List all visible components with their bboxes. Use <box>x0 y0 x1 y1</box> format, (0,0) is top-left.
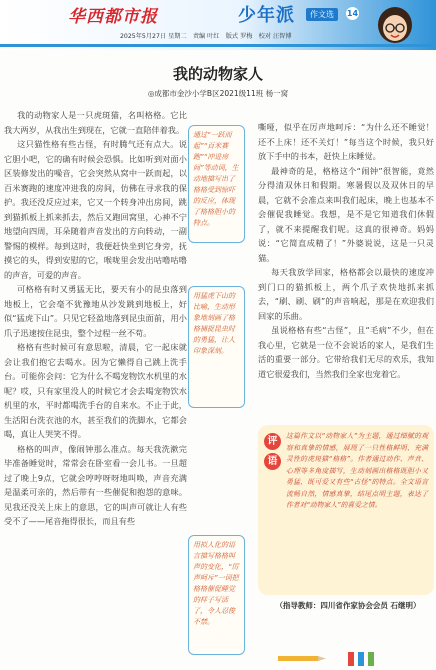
newspaper-name: 华西都市报 <box>68 7 158 27</box>
girl-illustration-icon <box>372 3 418 47</box>
paragraph: 这只猫性格有些古怪，有时腾气还有点大。说它胆小吧，它的确有时候会恐惧。比如听到对面小区装修发出的噪音，它会突然从窝中一跃而起，以百米赛跑的速度冲进我的房间，仿佛在寻求我的保护。我还没反应过来，它又一个转身冲出房间，跳到猫抓板上抓来抓去，然后又跑回窝里，心神不宁地望向四周，耳朵随着声音发出的方向转动，一副警惕的模样。每到这时，我便赶快坐到它身旁，抚摸它的头，得到安慰的它，喉咙里会发出咕噜咕噜的声音，可爱的声音。 <box>4 139 187 280</box>
author-byline: ◎成都市金沙小学B区2021级11班 杨一窝 <box>147 89 289 98</box>
paragraph: 每天我放学回家，格格都会以最快的速度冲到门口的猫抓板上，两个爪子欢快地抓来抓去，“刷、刷、刷”的声音响起，那是在欢迎我们回家的乐曲。 <box>258 267 434 321</box>
edition-title: 少年派 <box>238 5 295 26</box>
article-right-column <box>258 120 434 381</box>
paragraph: 格格有些时候可有意思啦，清晨，它一起床就会让我们抱它去喝水。因为它懒得自己跳上洗手台。可能你会问：它为什么不喝宠物饮水机里的水呢？哎，只有家里没人的时候它才会去喝宠物饮水机里的水，平时都喝洗手台的自来水。不止于此，生活阳台洗衣池的水，甚至我们的洗脚水，它都会喝，真让人哭笑不得。 <box>4 342 187 439</box>
comment-text: 这篇作文以“动物家人”为主题，通过细腻的观察和真挚的情感，展现了一只性格鲜明、充满灵性的虎斑猫“格格”。作者通过动作、声音、心理等多角度描写，生动刻画出格格既胆小又勇猛、既可爱又有些“古怪”的特点。全文语言流畅自然，情感真挚，结尾点明主题，表达了作者对“动物家人”的喜爱之情。 <box>286 432 428 509</box>
paragraph: 我的动物家人是一只虎斑猫，名叫格格。它比我大两岁，从我出生到现在，它就一直陪伴着我。 <box>4 110 187 135</box>
paragraph: 格格的叫声，像闹钟那么准点。每天我洗漱完毕准备睡觉时，常常会在卧室看一会儿书。一旦超过了晚上9点，它就会哼哼呀呀地叫唤，声音充满是温柔可亲的，然后带有一些催促和抱怨的意味。见我还没关上床上的意思，它的叫声可就让人有些受不了——尾音拖得很长，而且有些 <box>4 443 187 526</box>
article-left-column <box>4 108 187 529</box>
header-divider <box>0 44 436 47</box>
paragraph: 嘶哑，似乎在厉声地呵斥：“为什么还不睡觉！还不上床！还不关灯！”每当这个时候，我只好放下手中的书本，赶快上床睡觉。 <box>258 122 434 161</box>
margin-note: 通过“一跃而起”“百米赛跑”“冲进房间”等动词，生动地描写出了格格受到惊吓的反应，体现了格格胆小的特点。 <box>188 125 245 243</box>
issue-meta: 2025年5月27日 星期二 责编 叶红 版式 罗梅 校对 汪智博 <box>120 33 292 40</box>
article-title: 我的动物家人 <box>172 65 263 83</box>
comment-badge: 评 <box>264 433 281 450</box>
advisor-credit: （指导教师：四川省作家协会会员 石继明） <box>275 601 421 610</box>
page-number: 14 <box>346 9 359 18</box>
paragraph: 虽说格格有些“古怪”，且“毛病”不少，但在我心里，它就是一位不会说话的家人，是我们生活的重要一部分。它带给我们无尽的欢乐，我知道它很爱我们，当然我们全家也宠着它。 <box>258 325 434 379</box>
teacher-comment-box <box>258 425 434 595</box>
margin-note: 用猛虎下山的比喻，生动形象地刻画了格格捕捉昆虫时的勇猛，让人印象深刻。 <box>188 286 245 408</box>
paragraph: 可格格有时又勇猛无比，要天有小的昆虫落到地板上，它会毫不犹豫地从沙发跳到地板上，好似“猛虎下山”。只见它轻盈地落到昆虫面前，用小爪子迅速按住昆虫，整个过程一丝不苟。 <box>4 284 187 338</box>
pencil-decoration-icon <box>258 650 434 668</box>
margin-note: 用拟人化的语言描写格格叫声的变化，“厉声呵斥”一词把格格催促睡觉的样子写活了，令人忍俊不禁。 <box>188 535 245 655</box>
paragraph: 最神奇的是，格格这个“闹钟”很智能，竟然分得清双休日和假期。寒暑假以及双休日的早晨，它就不会准点来叫我们起床，晚上也基本不会催促我睡觉。我想，是不是它知道我们休假了，就不来提醒我们呢。这真的很神奇。妈妈说：“它简直成精了！”外婆说说，这是一只灵猫。 <box>258 165 434 263</box>
column-tag: 作文选 <box>306 8 338 21</box>
page-header <box>0 0 436 50</box>
comment-badge: 语 <box>264 453 281 470</box>
